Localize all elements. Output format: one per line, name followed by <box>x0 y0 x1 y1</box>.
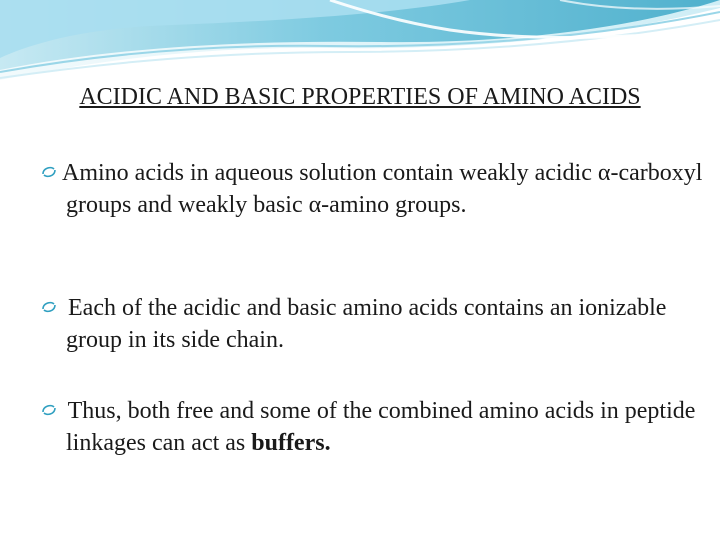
bullet-item <box>42 293 706 356</box>
bullet-bold-text: buffers. <box>251 429 331 456</box>
bullet-item <box>42 396 706 459</box>
bullet-item <box>42 158 706 221</box>
header-wave-decoration <box>0 0 720 90</box>
bullet-text: Each of the acidic and basic amino acids contains an ionizable group in its side chain. <box>62 295 667 353</box>
slide-title: ACIDIC AND BASIC PROPERTIES OF AMINO ACIDS <box>79 84 641 110</box>
bullet-text: Amino acids in aqueous solution contain weakly acidic α-carboxyl groups and weakly basic α-amino groups. <box>62 160 703 218</box>
orbit-bullet-icon <box>42 165 56 179</box>
orbit-bullet-icon <box>42 403 56 417</box>
bullet-text: Thus, both free and some of the combined amino acids in peptide linkages can act as <box>62 398 696 456</box>
orbit-bullet-icon <box>42 300 56 314</box>
